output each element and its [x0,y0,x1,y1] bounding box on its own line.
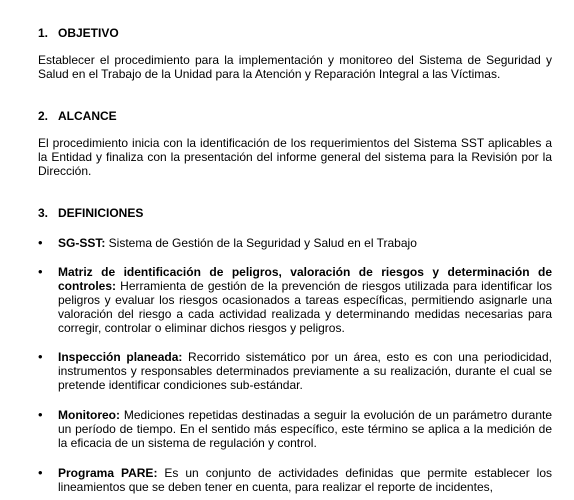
section-title: DEFINICIONES [58,206,144,220]
section-body-objetivo: Establecer el procedimiento para la implementación y monitoreo del Sistema de Seguridad y Salud en el Trabajo de la Unidad para la Atención y Reparación Integral a las Víctimas. [38,53,552,81]
definition-term: Inspección planeada: [58,350,183,364]
bullet-icon: • [38,264,43,279]
definition-item-matriz [38,265,552,335]
definition-item-monitoreo [38,408,552,450]
section-number: 1. [38,26,49,40]
section-heading-definiciones [38,206,143,220]
bullet-icon: • [38,349,43,364]
section-title: OBJETIVO [58,26,119,40]
definition-body [58,265,552,335]
bullet-icon: • [38,465,43,480]
definition-text: Herramienta de gestión de la prevención de riesgos utilizada para identificar los peligros y evaluar los riesgos ocasionados a tareas específicas, permitiendo asignarle una valoración del riesgo a cada actividad realizada y determinando medidas necesarias para corregir, controlar o eliminar dichos riesgos y peligros. [58,279,552,335]
definition-text: Mediciones repetidas destinadas a seguir la evolución de un parámetro durante un período de tiempo. En el sentido más específico, este término se aplica a la medición de la eficacia de un sistema de regulación y control. [58,408,552,450]
section-title: ALCANCE [58,109,117,123]
definition-text: Es un conjunto de actividades definidas que permite establecer los lineamientos que se deben tener en cuenta, para realizar el reporte de incidentes, [58,466,552,494]
definition-body [58,466,552,494]
bullet-icon: • [38,235,43,250]
definition-term: Matriz de identificación de peligros, valoración de riesgos y determinación de controles: [58,265,552,293]
definition-item-programa-pare [38,466,552,494]
definition-body [58,350,552,392]
definition-term: SG-SST: [58,236,106,250]
definition-body [58,236,552,250]
section-number: 2. [38,109,49,123]
definition-body [58,408,552,450]
section-heading-objetivo [38,26,119,40]
bullet-icon: • [38,407,43,422]
definition-item-sg-sst [38,236,552,250]
section-heading-alcance [38,109,117,123]
section-number: 3. [38,206,49,220]
definition-term: Monitoreo: [58,408,120,422]
definition-term: Programa PARE: [58,466,158,480]
definition-item-inspeccion [38,350,552,392]
definition-text: Sistema de Gestión de la Seguridad y Salud en el Trabajo [105,236,417,250]
definition-text: Recorrido sistemático por un área, esto es con una periodicidad, instrumentos y responsables determinados previamente a su realización, durante el cual se pretende identificar condiciones sub-estándar. [58,350,552,392]
section-body-alcance: El procedimiento inicia con la identificación de los requerimientos del Sistema SST aplicables a la Entidad y finaliza con la presentación del informe general del sistema para la Revisión por la Dirección. [38,136,552,178]
